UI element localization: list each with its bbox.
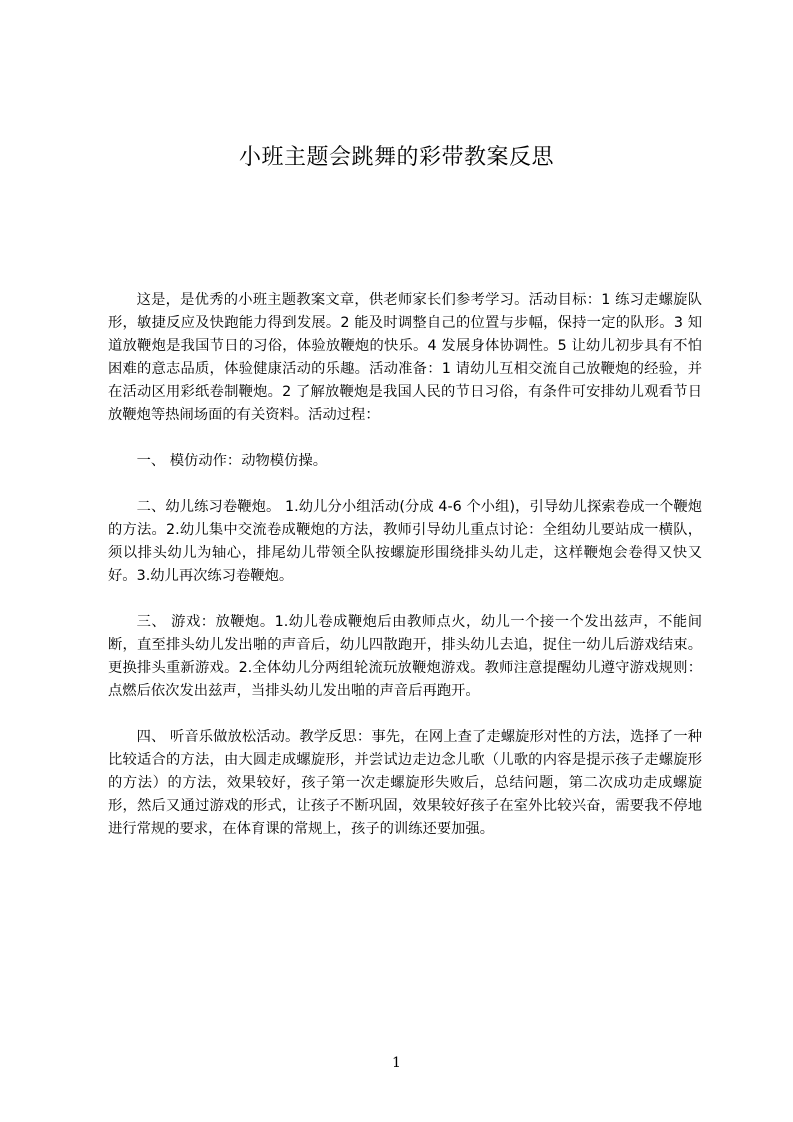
paragraph-intro: 这是，是优秀的小班主题教案文章，供老师家长们参考学习。活动目标：1 练习走螺旋队形，敏捷反应及快跑能力得到发展。2 能及时调整自己的位置与步幅，保持一定的队形。3 知道放鞭炮是我国节日的习俗，体验放鞭炮的快乐。4 发展身体协调性。5 让幼儿初步具有不怕困难的意志品质，体验健康活动的乐趣。活动准备：1 请幼儿互相交流自己放鞭炮的经验，并在活动区用彩纸卷制鞭炮。2 了解放鞭炮是我国人民的节日习俗，有条件可安排幼儿观看节日放鞭炮等热闹场面的有关资料。活动过程： <box>108 292 702 423</box>
document-body <box>108 289 702 841</box>
paragraph-section-1: 一、 模仿动作：动物模仿操。 <box>136 453 327 469</box>
paragraph-section-2: 二、幼儿练习卷鞭炮。 1.幼儿分小组活动(分成 4-6 个小组)，引导幼儿探索卷成一个鞭炮的方法。2.幼儿集中交流卷成鞭炮的方法，教师引导幼儿重点讨论：全组幼儿要站成一横队，须以排头幼儿为轴心，排尾幼儿带领全队按螺旋形围绕排头幼儿走，这样鞭炮会卷得又快又好。3.幼儿再次练习卷鞭炮。 <box>108 499 702 584</box>
page-number: 1 <box>392 1055 401 1071</box>
document-title: 小班主题会跳舞的彩带教案反思 <box>238 145 554 170</box>
paragraph-section-3: 三、 游戏：放鞭炮。1.幼儿卷成鞭炮后由教师点火，幼儿一个接一个发出兹声，不能间断，直至排头幼儿发出啪的声音后，幼儿四散跑开，排头幼儿去追，捉住一幼儿后游戏结束。更换排头重新游戏。2.全体幼儿分两组轮流玩放鞭炮游戏。教师注意提醒幼儿遵守游戏规则：点燃后依次发出兹声，当排头幼儿发出啪的声音后再跑开。 <box>108 614 702 699</box>
paragraph-section-4: 四、 听音乐做放松活动。教学反思：事先，在网上查了走螺旋形对性的方法，选择了一种比较适合的方法，由大圆走成螺旋形，并尝试边走边念儿歌（儿歌的内容是提示孩子走螺旋形的方法）的方法，效果较好，孩子第一次走螺旋形失败后，总结问题，第二次成功走成螺旋形，然后又通过游戏的形式，让孩子不断巩固，效果较好孩子在室外比较兴奋，需要我不停地进行常规的要求，在体育课的常规上，孩子的训练还要加强。 <box>108 729 702 837</box>
